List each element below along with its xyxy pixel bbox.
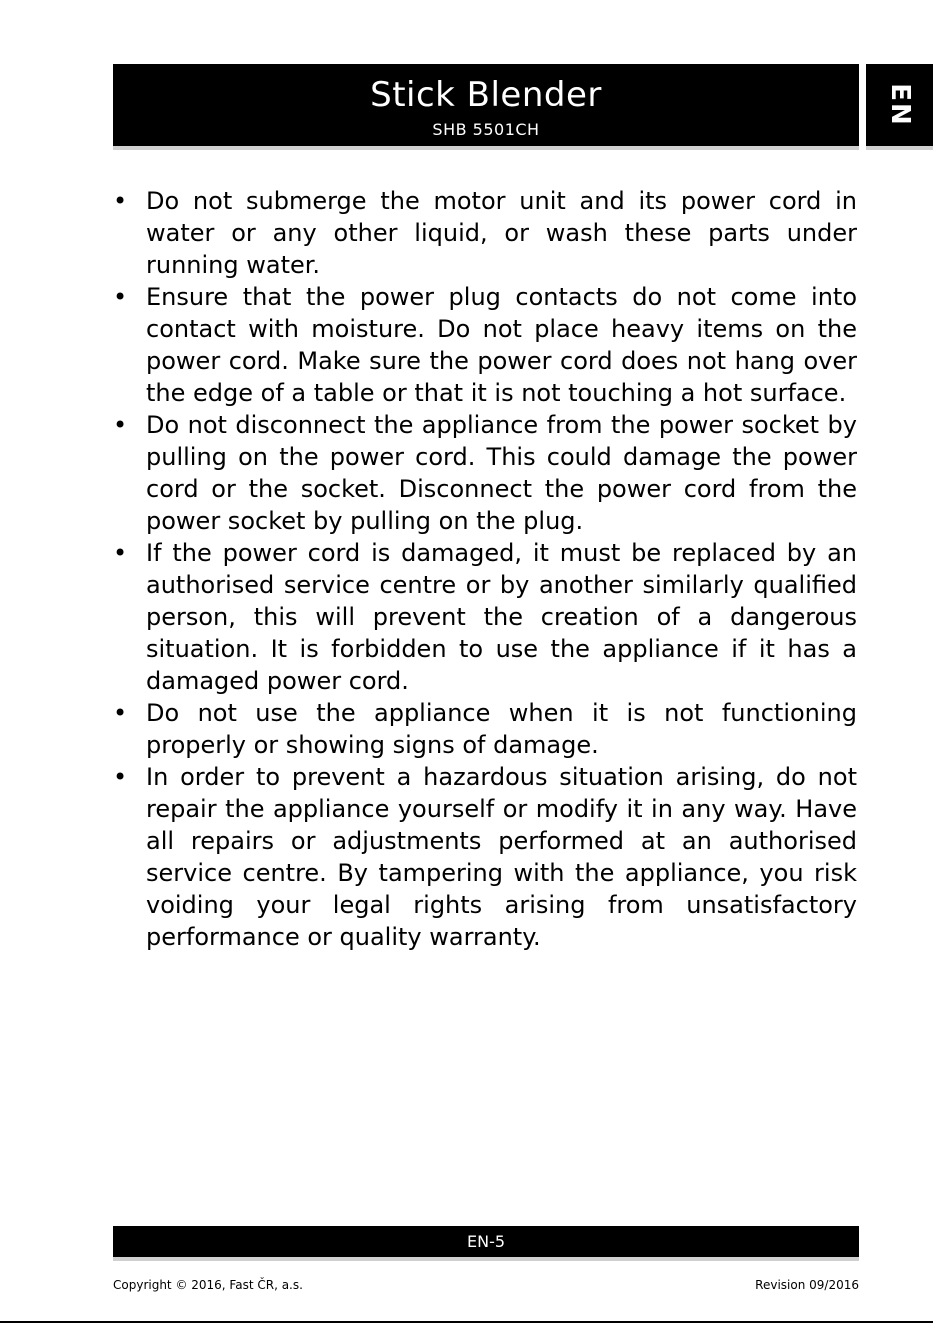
list-item: • If the power cord is damaged, it must be replaced by an authorised service centre or by another similarly qualified person, this will prevent the creation of a dangerous situation. It is forbidden to use the appliance if it has a damaged power cord. [113, 537, 857, 697]
document-header [113, 64, 859, 146]
revision-label: Revision 09/2016 [755, 1278, 859, 1292]
list-item: • Do not submerge the motor unit and its power cord in water or any other liquid, or wash these parts under running water. [113, 185, 857, 281]
safety-list [113, 185, 857, 953]
document-title: Stick Blender [370, 75, 602, 115]
list-item: • Do not use the appliance when it is not functioning properly or showing signs of damage. [113, 697, 857, 761]
page-number-bar [113, 1226, 859, 1257]
safety-instructions [113, 185, 857, 953]
language-code: EN [884, 83, 915, 127]
page-number: EN-5 [466, 1232, 506, 1251]
model-number: SHB 5501CH [432, 120, 540, 139]
page-bottom-divider [0, 1321, 933, 1323]
copyright-notice: Copyright © 2016, Fast ČR, a.s. [113, 1278, 303, 1292]
list-item: • In order to prevent a hazardous situation arising, do not repair the appliance yourself or modify it in any way. Have all repairs or adjustments performed at an authorised service centre. By tampering with the appliance, you risk voiding your legal rights arising from unsatisfactory performance or quality warranty. [113, 761, 857, 953]
list-item: • Ensure that the power plug contacts do not come into contact with moisture. Do not place heavy items on the power cord. Make sure the power cord does not hang over the edge of a table or that it is not touching a hot surface. [113, 281, 857, 409]
list-item: • Do not disconnect the appliance from the power socket by pulling on the power cord. This could damage the power cord or the socket. Disconnect the power cord from the power socket by pulling on the plug. [113, 409, 857, 537]
language-tab [866, 64, 933, 146]
